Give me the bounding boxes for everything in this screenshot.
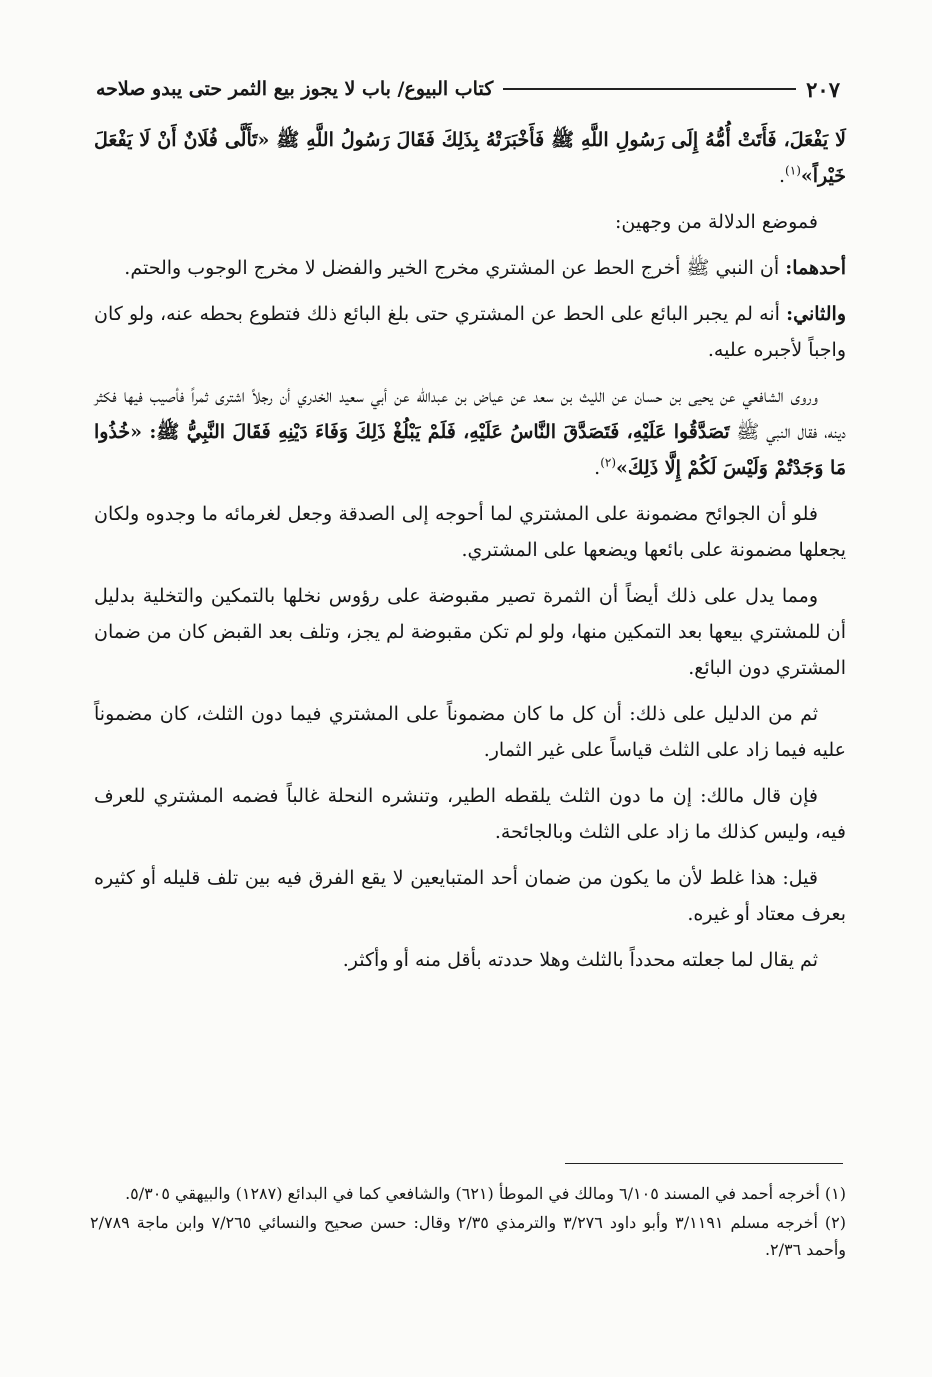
running-header [96, 72, 840, 106]
footnote-1: (١) أخرجه أحمد في المسند ٦/١٠٥ ومالك في الموطأ (٦٢١) والشافعي كما في البدائع (١٢٨٧) والبيهقي ٥/٣٠٥. [125, 1184, 846, 1203]
first-aspect-label: أحدهما: [785, 257, 846, 279]
page-number: ٢٠٧ [806, 76, 840, 102]
footnotes [90, 1180, 846, 1265]
period: . [779, 165, 786, 187]
paragraph-evidence-intro: فموضع الدلالة من وجهين: [614, 211, 818, 233]
main-text [94, 122, 846, 988]
first-aspect-text: أن النبي ﷺ أخرج الحط عن المشتري مخرج الخير والفضل لا مخرج الوجوب والحتم. [124, 257, 780, 279]
paragraph-closing: ثم يقال لما جعلته محدداً بالثلث وهلا حددته بأقل منه أو وأكثر. [342, 949, 818, 971]
paragraph-reply: قيل: هذا غلط لأن ما يكون من ضمان أحد المتبايعين لا يقع الفرق فيه بين تلف قليله أو كثيره بعرف معتاد أو غيره. [94, 867, 846, 925]
paragraph-first-aspect [94, 250, 846, 286]
second-aspect-text: أنه لم يجبر البائع على الحط عن المشتري حتى بلغ البائع ذلك فتطوع بحطه عنه، ولو كان واجباً لأجبره عليه. [94, 303, 846, 361]
header-rule [503, 88, 796, 90]
paragraph-malik-objection: فإن قال مالك: إن ما دون الثلث يلقطه الطير، وتنشره النحلة غالباً فضمه المشتري للعرف فيه، وليس كذلك ما زاد على الثلث وبالجائحة. [94, 785, 846, 843]
paragraph-second-aspect [94, 296, 846, 368]
period: . [594, 457, 601, 479]
narration-quote: تَصَدَّقُوا عَلَيْهِ، فَتَصَدَّقَ النَّاسُ عَلَيْهِ، فَلَمْ يَبْلُغْ ذَلِكَ وَفَاءَ دَيْنِهِ فَقَالَ النَّبِيُّ ﷺ: «خُذُوا مَا وَجَدْتُمْ وَلَيْسَ لَكُمْ إِلَّا ذَلِكَ» [94, 421, 846, 479]
paragraph-calamities: فلو أن الجوائح مضمونة على المشتري لما أحوجه إلى الصدقة وجعل لغرمائه ما وجدوه ولكان يجعلها مضمونة على بائعها ويضعها على المشتري. [94, 503, 846, 561]
footnote-2: (٢) أخرجه مسلم ٣/١١٩١ وأبو داود ٣/٢٧٦ والترمذي ٢/٣٥ وقال: حسن صحيح والنسائي ٧/٢٦٥ وابن ماجة ٢/٧٨٩ وأحمد ٢/٣٦. [90, 1213, 847, 1259]
paragraph-shafii-narration [94, 378, 846, 486]
paragraph-third-evidence: ثم من الدليل على ذلك: أن كل ما كان مضموناً على المشتري فيما دون الثلث، كان مضموناً عليه فيما زاد على الثلث قياساً على غير الثمار. [94, 703, 846, 761]
narration-text: وروى الشافعي عن يحيى بن حسان عن الليث بن سعد عن عياض بن عبدالله عن أبي سعيد الخدري أن رجلاً اشترى ثمراً فأصيب فيها فكثر دينه، فقال النبي ﷺ [94, 385, 846, 443]
second-aspect-label: والثاني: [786, 303, 846, 325]
hadith-text: لَا يَفْعَلَ، فَأَتَتْ أُمُّهُ إِلَى رَسُولِ اللَّهِ ﷺ فَأَخْبَرَتْهُ بِذَلِكَ فَقَالَ رَسُولُ اللَّهِ ﷺ «تَأَلَّى فُلَانٌ أَنْ لَا يَفْعَلَ خَيْراً» [94, 129, 846, 187]
footnote-ref-1: (١) [785, 163, 801, 178]
paragraph-possession: ومما يدل على ذلك أيضاً أن الثمرة تصير مقبوضة على رؤوس نخلها بالتمكين والتخلية بدليل أن للمشتري بيعها بعد التمكين منها، ولو لم تكن مقبوضة لم يجز، وتلف بعد القبض كان من ضمان المشتري دون البائع. [94, 585, 846, 679]
footnote-ref-2: (٢) [600, 455, 617, 470]
paragraph-hadith-continuation [94, 122, 846, 194]
header-title: كتاب البيوع/ باب لا يجوز بيع الثمر حتى يبدو صلاحه [96, 78, 494, 100]
footnote-separator [565, 1163, 843, 1164]
